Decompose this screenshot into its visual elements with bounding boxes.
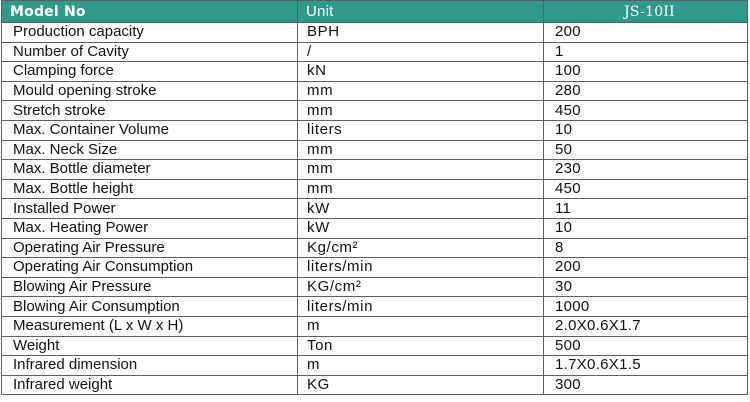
header-unit-label: Unit xyxy=(298,1,544,23)
row-unit: mm xyxy=(298,179,544,199)
row-unit: mm xyxy=(298,140,544,160)
row-value: 30 xyxy=(544,277,748,297)
row-unit: mm xyxy=(298,160,544,180)
row-value: 10 xyxy=(544,120,748,140)
row-value: 230 xyxy=(544,160,748,180)
table-row xyxy=(2,238,748,258)
table-row xyxy=(2,42,748,62)
row-unit: KG xyxy=(298,375,544,395)
row-parameter: Infrared dimension xyxy=(2,356,298,376)
row-value: 50 xyxy=(544,140,748,160)
table-row xyxy=(2,120,748,140)
row-parameter: Max. Container Volume xyxy=(2,120,298,140)
row-parameter: Blowing Air Consumption xyxy=(2,297,298,317)
row-parameter: Blowing Air Pressure xyxy=(2,277,298,297)
row-unit: kW xyxy=(298,199,544,219)
spec-table xyxy=(1,0,748,395)
row-value: 1 xyxy=(544,42,748,62)
row-parameter: Operating Air Pressure xyxy=(2,238,298,258)
row-value: 8 xyxy=(544,238,748,258)
row-parameter: Max. Bottle diameter xyxy=(2,160,298,180)
table-row xyxy=(2,101,748,121)
table-row xyxy=(2,23,748,43)
row-parameter: Max. Heating Power xyxy=(2,218,298,238)
row-parameter: Weight xyxy=(2,336,298,356)
row-value: 1.7X0.6X1.5 xyxy=(544,356,748,376)
row-unit: liters xyxy=(298,120,544,140)
header-model-value: JS-10II xyxy=(544,1,748,23)
row-parameter: Stretch stroke xyxy=(2,101,298,121)
row-value: 200 xyxy=(544,23,748,43)
row-parameter: Infrared weight xyxy=(2,375,298,395)
row-unit: mm xyxy=(298,81,544,101)
row-parameter: Operating Air Consumption xyxy=(2,258,298,278)
row-parameter: Max. Bottle height xyxy=(2,179,298,199)
row-value: 300 xyxy=(544,375,748,395)
row-value: 1000 xyxy=(544,297,748,317)
table-row xyxy=(2,258,748,278)
row-parameter: Mould opening stroke xyxy=(2,81,298,101)
header-model-label: Model No xyxy=(2,1,298,23)
table-row xyxy=(2,218,748,238)
row-parameter: Measurement (L x W x H) xyxy=(2,316,298,336)
row-parameter: Installed Power xyxy=(2,199,298,219)
table-row xyxy=(2,277,748,297)
row-unit: KG/cm² xyxy=(298,277,544,297)
table-row xyxy=(2,356,748,376)
table-row xyxy=(2,179,748,199)
row-value: 2.0X0.6X1.7 xyxy=(544,316,748,336)
row-unit: BPH xyxy=(298,23,544,43)
spec-table-body xyxy=(2,23,748,395)
row-unit: m xyxy=(298,316,544,336)
table-row xyxy=(2,160,748,180)
table-row xyxy=(2,81,748,101)
row-value: 450 xyxy=(544,179,748,199)
row-parameter: Clamping force xyxy=(2,62,298,82)
row-value: 200 xyxy=(544,258,748,278)
row-value: 10 xyxy=(544,218,748,238)
table-row xyxy=(2,199,748,219)
row-unit: mm xyxy=(298,101,544,121)
table-header-row xyxy=(2,1,748,23)
row-unit: kN xyxy=(298,62,544,82)
table-row xyxy=(2,375,748,395)
row-parameter: Production capacity xyxy=(2,23,298,43)
table-row xyxy=(2,140,748,160)
row-unit: m xyxy=(298,356,544,376)
row-unit: liters/min xyxy=(298,258,544,278)
table-row xyxy=(2,336,748,356)
table-row xyxy=(2,62,748,82)
row-value: 500 xyxy=(544,336,748,356)
row-parameter: Number of Cavity xyxy=(2,42,298,62)
table-row xyxy=(2,316,748,336)
row-unit: Ton xyxy=(298,336,544,356)
row-value: 100 xyxy=(544,62,748,82)
row-value: 11 xyxy=(544,199,748,219)
row-value: 280 xyxy=(544,81,748,101)
row-unit: Kg/cm² xyxy=(298,238,544,258)
row-parameter: Max. Neck Size xyxy=(2,140,298,160)
row-unit: liters/min xyxy=(298,297,544,317)
table-row xyxy=(2,297,748,317)
row-unit: / xyxy=(298,42,544,62)
row-value: 450 xyxy=(544,101,748,121)
row-unit: kW xyxy=(298,218,544,238)
